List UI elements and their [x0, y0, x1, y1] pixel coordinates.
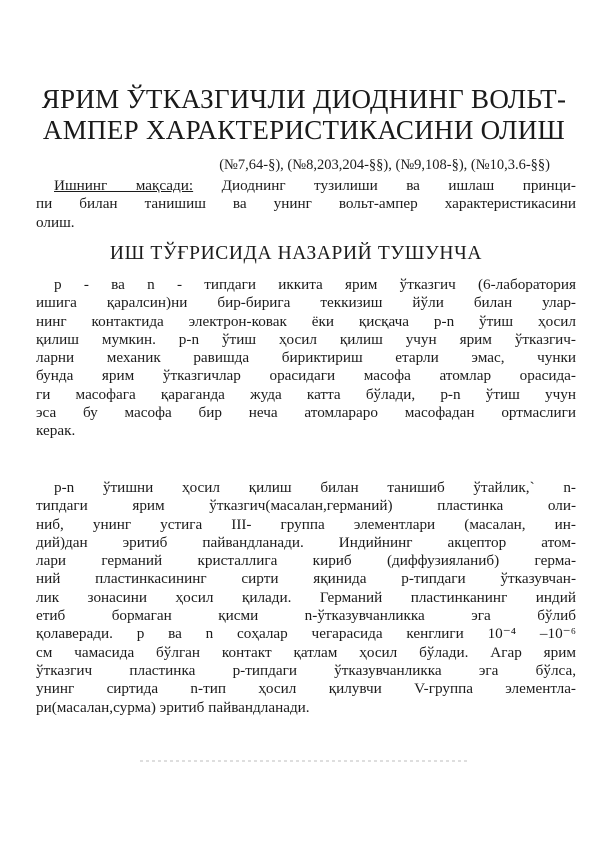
paragraph-line: ишига қаралсин)ни бир-бирига теккизиш йўли билан улар-	[36, 294, 576, 312]
paragraph-line: ўтказгич пластинка р-типдаги ўтказувчанликка эга бўлса,	[36, 661, 576, 679]
title-line-2: АМПЕР ХАРАКТЕРИСТИКАСИНИ ОЛИШ	[42, 115, 566, 145]
paragraph-line: р - ва n - типдаги иккита ярим ўтказгич (6-лаборатория	[54, 276, 576, 293]
paragraph-line: эса бу масофа бир неча атомлараро масофадан ортмаслиги	[36, 404, 576, 422]
paragraph-line: унинг сиртида n-тип ҳосил қилувчи V-группа элементла-	[36, 680, 576, 698]
paragraph-line: см чамасида бўлган контакт қатлам ҳосил бўлади. Агар ярим	[36, 643, 576, 661]
paragraph-line: нинг контактида электрон-ковак ёки қисқача р-n ўтиш ҳосил	[36, 312, 576, 330]
paragraph-line: р-n ўтишни ҳосил қилиш билан танишиб ўтайлик,` n-	[54, 479, 576, 496]
references-line: (№7,64-§), (№8,203,204-§§), (№9,108-§), (№10,3.6-§§)	[219, 157, 550, 173]
section-heading: ИШ ТЎҒРИСИДА НАЗАРИЙ ТУШУНЧА	[109, 243, 483, 264]
goal-line-3: олиш.	[36, 213, 75, 231]
paragraph-line: керак.	[36, 422, 76, 440]
paragraph-line: лари германий кристаллига кириб (диффузияланиб) герма-	[36, 552, 576, 570]
paragraph-1	[36, 276, 576, 441]
paragraph-line: қилиш мумкин. р-n ўтиш ҳосил қилиш учун ярим ўтказгич-	[36, 330, 576, 348]
goal-line-1	[36, 177, 576, 195]
paragraph-line: типдаги ярим ўтказгич(масалан,германий) пластинка оли-	[36, 497, 576, 515]
paragraph-line: ларни механик равишда бириктириш етарли эмас, чунки	[36, 349, 576, 367]
title-line-1: ЯРИМ ЎТКАЗГИЧЛИ ДИОДНИНГ ВОЛЬТ-	[41, 84, 567, 114]
paragraph-line: етиб бормаган қисми n-ўтказувчанликка эга бўлиб	[36, 607, 576, 625]
goal-line-2: пи билан танишиш ва унинг вольт-ампер характеристикасини	[36, 195, 576, 213]
goal-line-1-text: Диоднинг тузилиши ва ишлаш принци-	[193, 177, 576, 194]
goal-paragraph	[36, 177, 576, 232]
paragraph-line: ниб, унинг устига III- группа элементлари (масалан, ин-	[36, 515, 576, 533]
paragraph-2	[36, 479, 576, 717]
page-bottom-rule	[140, 760, 470, 762]
paragraph-line: дий)дан эритиб пайвандланади. Индийнинг акцептор атом-	[36, 533, 576, 551]
paragraph-line: қолаверади. р ва n соҳалар чегарасида кенглиги 10⁻⁴ –10⁻⁶	[36, 625, 576, 643]
paragraph-line: лик зонасини ҳосил қилади. Германий пластинканинг индий	[36, 588, 576, 606]
document-title	[30, 84, 578, 146]
paragraph-line: ний пластинкасининг сирти яқинида р-типдаги ўтказувчан-	[36, 570, 576, 588]
paragraph-line: ри(масалан,сурма) эритиб пайвандланади.	[36, 698, 310, 716]
goal-label: Ишнинг мақсади:	[54, 177, 194, 194]
paragraph-line: бунда ярим ўтказгичлар орасидаги масофа атомлар орасида-	[36, 367, 576, 385]
paragraph-line: ги масофага қараганда жуда катта бўлади, р-n ўтиш учун	[36, 385, 576, 403]
